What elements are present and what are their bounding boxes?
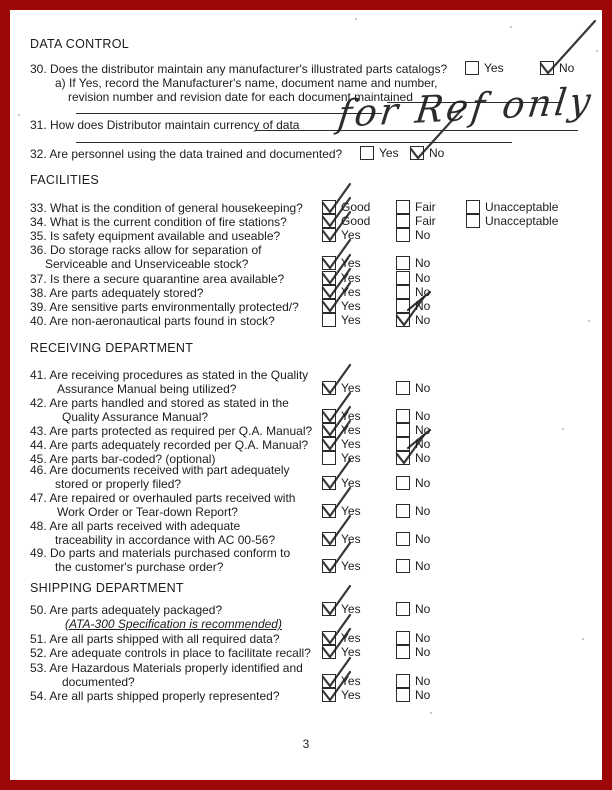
q50-option-yes [322, 602, 361, 616]
question-q44-line1: 44. Are parts adequately recorded per Q.A. Manual? [30, 438, 309, 452]
question-q42-line1: 42. Are parts handled and stored as stated in the [30, 396, 289, 410]
answer-line-blank-2[interactable] [76, 142, 512, 143]
q49-no-checkbox[interactable] [396, 559, 410, 573]
q43-no-checkbox[interactable] [396, 423, 410, 437]
q48-yes-label: Yes [341, 532, 361, 546]
q44-yes-checkbox[interactable] [322, 437, 336, 451]
q47-yes-checkbox[interactable] [322, 504, 336, 518]
q42-yes-label: Yes [341, 409, 361, 423]
question-q46-line1: 46. Are documents received with part adequately [30, 463, 290, 477]
q54-yes-checkbox[interactable] [322, 688, 336, 702]
q32-option-yes [360, 146, 399, 160]
q45-no-checkbox[interactable] [396, 451, 410, 465]
question-q34-line1: 34. What is the current condition of fire stations? [30, 215, 287, 229]
q47-no-checkbox[interactable] [396, 504, 410, 518]
section-heading-facilities: FACILITIES [30, 173, 99, 187]
q43-yes-label: Yes [341, 423, 361, 437]
question-q52-line1: 52. Are adequate controls in place to facilitate recall? [30, 646, 311, 660]
q34-fair-checkbox[interactable] [396, 214, 410, 228]
q49-yes-checkbox[interactable] [322, 559, 336, 573]
q32-yes-checkbox[interactable] [360, 146, 374, 160]
q54-option-yes [322, 688, 361, 702]
q53-yes-label: Yes [341, 674, 361, 688]
q52-no-label: No [415, 645, 431, 659]
question-q41-line2: Assurance Manual being utilized? [57, 382, 237, 396]
q38-yes-checkbox[interactable] [322, 285, 336, 299]
q35-no-checkbox[interactable] [396, 228, 410, 242]
q40-option-yes [322, 313, 361, 327]
q50note-note: (ATA-300 Specification is recommended) [65, 617, 282, 631]
q42-option-yes [322, 409, 361, 423]
question-q36-line2: Serviceable and Unserviceable stock? [45, 257, 249, 271]
question-q49-line1: 49. Do parts and materials purchased conform to [30, 546, 291, 560]
q51-yes-checkbox[interactable] [322, 631, 336, 645]
q51-option-no [396, 631, 430, 645]
q30-option-no [540, 61, 574, 75]
q30-no-checkbox[interactable] [540, 61, 554, 75]
q41-yes-label: Yes [341, 381, 361, 395]
q51-no-checkbox[interactable] [396, 631, 410, 645]
q34-option-fair [396, 214, 436, 228]
q30-option-yes [465, 61, 504, 75]
q36-yes-label: Yes [341, 256, 361, 270]
q48-no-label: No [415, 532, 431, 546]
scan-speck [582, 638, 584, 640]
q53-no-label: No [415, 674, 431, 688]
q37-option-yes [322, 271, 361, 285]
q35-option-yes [322, 228, 361, 242]
q53-yes-checkbox[interactable] [322, 674, 336, 688]
section-heading-shipping: SHIPPING DEPARTMENT [30, 581, 184, 595]
q33-option-fair [396, 200, 436, 214]
handwriting-note: for Ref only [335, 79, 596, 136]
scan-speck [510, 26, 512, 28]
q35-option-no [396, 228, 430, 242]
q45-no-label: No [415, 451, 431, 465]
scan-speck [355, 18, 357, 20]
question-q30a-line1: a) If Yes, record the Manufacturer's name, document name and number, [55, 76, 438, 90]
q34-good-checkbox[interactable] [322, 214, 336, 228]
question-q36-line1: 36. Do storage racks allow for separation of [30, 243, 262, 257]
q38-yes-label: Yes [341, 285, 361, 299]
q52-yes-label: Yes [341, 645, 361, 659]
q33-fair-checkbox[interactable] [396, 200, 410, 214]
form-page [10, 10, 602, 780]
question-q48-line1: 48. Are all parts received with adequate [30, 519, 241, 533]
q36-no-checkbox[interactable] [396, 256, 410, 270]
q46-option-no [396, 476, 430, 490]
q37-yes-label: Yes [341, 271, 361, 285]
q39-yes-checkbox[interactable] [322, 299, 336, 313]
q33-option-unacceptable [466, 200, 558, 214]
q37-yes-checkbox[interactable] [322, 271, 336, 285]
q44-yes-label: Yes [341, 437, 361, 451]
q33-fair-label: Fair [415, 200, 436, 214]
q54-yes-label: Yes [341, 688, 361, 702]
q45-yes-label: Yes [341, 451, 361, 465]
q33-good-checkbox[interactable] [322, 200, 336, 214]
q36-no-label: No [415, 256, 431, 270]
question-q37-line1: 37. Is there a secure quarantine area available? [30, 272, 285, 286]
q53-no-checkbox[interactable] [396, 674, 410, 688]
question-q46-line2: stored or properly filed? [55, 477, 182, 491]
question-q51-line1: 51. Are all parts shipped with all required data? [30, 632, 280, 646]
scan-speck [562, 428, 564, 430]
question-q43-line1: 43. Are parts protected as required per Q.A. Manual? [30, 424, 313, 438]
q43-option-no [396, 423, 430, 437]
question-q33-line1: 33. What is the condition of general housekeeping? [30, 201, 303, 215]
q52-no-checkbox[interactable] [396, 645, 410, 659]
q35-yes-checkbox[interactable] [322, 228, 336, 242]
q51-option-yes [322, 631, 361, 645]
q54-option-no [396, 688, 430, 702]
q41-yes-checkbox[interactable] [322, 381, 336, 395]
q36-option-yes [322, 256, 361, 270]
q47-option-yes [322, 504, 361, 518]
q32-no-checkbox[interactable] [410, 146, 424, 160]
q45-yes-checkbox[interactable] [322, 451, 336, 465]
question-q35-line1: 35. Is safety equipment available and useable? [30, 229, 281, 243]
q44-option-no [396, 437, 430, 451]
q46-option-yes [322, 476, 361, 490]
question-q40-line1: 40. Are non-aeronautical parts found in stock? [30, 314, 275, 328]
question-q39-line1: 39. Are sensitive parts environmentally protected/? [30, 300, 299, 314]
q30-yes-checkbox[interactable] [465, 61, 479, 75]
q49-option-no [396, 559, 430, 573]
q50-no-checkbox[interactable] [396, 602, 410, 616]
scan-speck [588, 320, 590, 322]
q49-option-yes [322, 559, 361, 573]
q39-no-label: No [415, 299, 431, 313]
q45-option-yes [322, 451, 361, 465]
question-q45-line1: 45. Are parts bar-coded? (optional) [30, 452, 216, 466]
q30-no-label: No [559, 61, 575, 75]
q49-yes-label: Yes [341, 559, 361, 573]
q32-option-no [410, 146, 444, 160]
q51-yes-label: Yes [341, 631, 361, 645]
q47-option-no [396, 504, 430, 518]
q39-option-yes [322, 299, 361, 313]
section-heading-data-control: DATA CONTROL [30, 37, 129, 51]
q33-option-good [322, 200, 370, 214]
q40-yes-checkbox[interactable] [322, 313, 336, 327]
q40-yes-label: Yes [341, 313, 361, 327]
q42-option-no [396, 409, 430, 423]
q41-no-checkbox[interactable] [396, 381, 410, 395]
page-number: 3 [302, 737, 310, 751]
q37-no-label: No [415, 271, 431, 285]
q39-yes-label: Yes [341, 299, 361, 313]
q42-no-label: No [415, 409, 431, 423]
q52-option-yes [322, 645, 361, 659]
q48-no-checkbox[interactable] [396, 532, 410, 546]
q44-no-label: No [415, 437, 431, 451]
q48-yes-checkbox[interactable] [322, 532, 336, 546]
q34-option-unacceptable [466, 214, 558, 228]
question-q54-line1: 54. Are all parts shipped properly represented? [30, 689, 280, 703]
q34-unacceptable-checkbox[interactable] [466, 214, 480, 228]
q49-no-label: No [415, 559, 431, 573]
q50-yes-label: Yes [341, 602, 361, 616]
q53-option-no [396, 674, 430, 688]
q40-no-label: No [415, 313, 431, 327]
q53-option-yes [322, 674, 361, 688]
q35-yes-label: Yes [341, 228, 361, 242]
question-q42-line2: Quality Assurance Manual? [62, 410, 209, 424]
q43-yes-checkbox[interactable] [322, 423, 336, 437]
scan-speck [596, 50, 598, 52]
q34-fair-label: Fair [415, 214, 436, 228]
q42-no-checkbox[interactable] [396, 409, 410, 423]
q38-option-no [396, 285, 430, 299]
question-q48-line2: traceability in accordance with AC 00-56? [55, 533, 276, 547]
q52-option-no [396, 645, 430, 659]
q48-option-no [396, 532, 430, 546]
q35-no-label: No [415, 228, 431, 242]
q46-no-checkbox[interactable] [396, 476, 410, 490]
question-q30a-line2: revision number and revision date for each document maintained [68, 90, 413, 104]
q41-no-label: No [415, 381, 431, 395]
question-q32-line1: 32. Are personnel using the data trained and documented? [30, 147, 343, 161]
section-heading-receiving: RECEIVING DEPARTMENT [30, 341, 194, 355]
q33-unacceptable-label: Unacceptable [485, 200, 559, 214]
question-q47-line1: 47. Are repaired or overhauled parts received with [30, 491, 296, 505]
answer-line-blank-1[interactable] [76, 113, 382, 114]
q47-yes-label: Yes [341, 504, 361, 518]
q32-no-label: No [429, 146, 445, 160]
q30-yes-label: Yes [484, 61, 504, 75]
question-q53-line2: documented? [62, 675, 135, 689]
q36-yes-checkbox[interactable] [322, 256, 336, 270]
q32-yes-label: Yes [379, 146, 399, 160]
q52-yes-checkbox[interactable] [322, 645, 336, 659]
q48-option-yes [322, 532, 361, 546]
q37-no-checkbox[interactable] [396, 271, 410, 285]
q34-unacceptable-label: Unacceptable [485, 214, 559, 228]
q37-option-no [396, 271, 430, 285]
question-q50-line1: 50. Are parts adequately packaged? [30, 603, 223, 617]
q34-good-label: Good [341, 214, 371, 228]
q47-no-label: No [415, 504, 431, 518]
q54-no-checkbox[interactable] [396, 688, 410, 702]
question-q31-line1: 31. How does Distributor maintain currency of data [30, 118, 300, 132]
question-q53-line1: 53. Are Hazardous Materials properly identified and [30, 661, 303, 675]
q40-option-no [396, 313, 430, 327]
q54-no-label: No [415, 688, 431, 702]
q50-option-no [396, 602, 430, 616]
q43-no-label: No [415, 423, 431, 437]
q36-option-no [396, 256, 430, 270]
q40-no-checkbox[interactable] [396, 313, 410, 327]
q33-unacceptable-checkbox[interactable] [466, 200, 480, 214]
q39-no-checkbox[interactable] [396, 299, 410, 313]
q44-no-checkbox[interactable] [396, 437, 410, 451]
q50-yes-checkbox[interactable] [322, 602, 336, 616]
q46-no-label: No [415, 476, 431, 490]
q41-option-yes [322, 381, 361, 395]
question-q41-line1: 41. Are receiving procedures as stated in the Quality [30, 368, 309, 382]
q50-no-label: No [415, 602, 431, 616]
question-q49-line2: the customer's purchase order? [55, 560, 224, 574]
q44-option-yes [322, 437, 361, 451]
q39-option-no [396, 299, 430, 313]
q38-option-yes [322, 285, 361, 299]
q43-option-yes [322, 423, 361, 437]
q45-option-no [396, 451, 430, 465]
question-q38-line1: 38. Are parts adequately stored? [30, 286, 204, 300]
q34-option-good [322, 214, 370, 228]
q38-no-label: No [415, 285, 431, 299]
q42-yes-checkbox[interactable] [322, 409, 336, 423]
scan-speck [18, 114, 20, 116]
q46-yes-label: Yes [341, 476, 361, 490]
question-q30-line1: 30. Does the distributor maintain any manufacturer's illustrated parts catalogs? [30, 62, 448, 76]
scan-speck [430, 712, 432, 714]
q46-yes-checkbox[interactable] [322, 476, 336, 490]
q51-no-label: No [415, 631, 431, 645]
q33-good-label: Good [341, 200, 371, 214]
q41-option-no [396, 381, 430, 395]
q38-no-checkbox[interactable] [396, 285, 410, 299]
question-q47-line2: Work Order or Tear-down Report? [57, 505, 238, 519]
